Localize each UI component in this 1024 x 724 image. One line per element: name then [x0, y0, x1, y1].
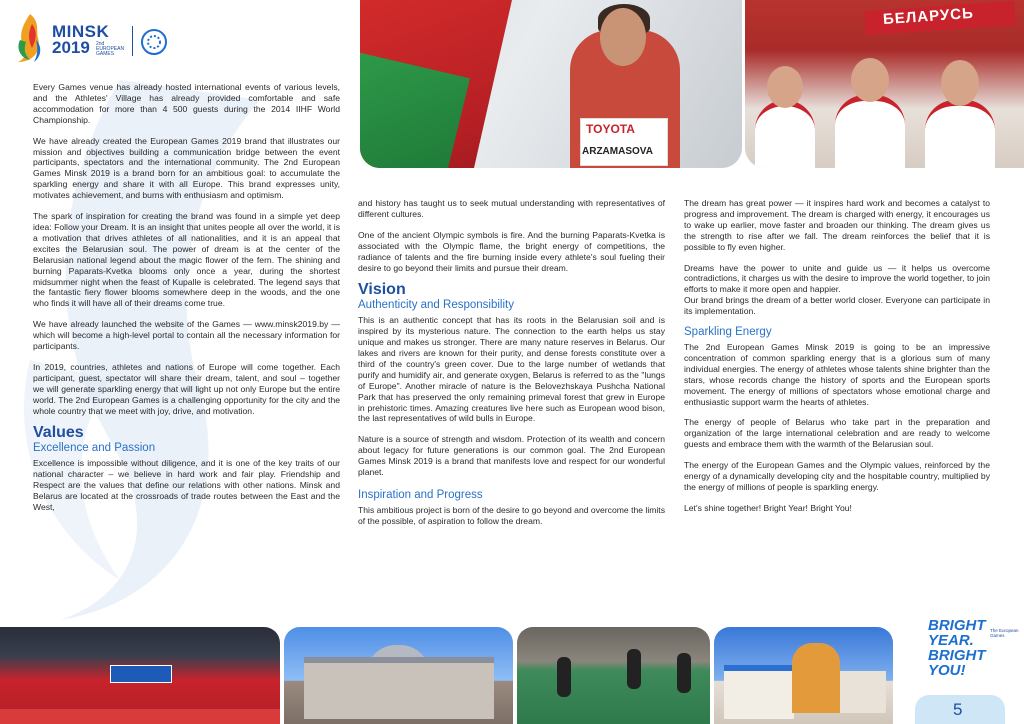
paragraph: and history has taught us to seek mutual understanding with representatives of different cultures. — [358, 198, 665, 219]
page-number-tab — [915, 695, 1005, 724]
paragraph: The dream has great power — it inspires hard work and becomes a catalyst to progress and improvement. The dream is charged with energy, it encourages us to wake up earlier, move faster and broaden our thinking. The dream gives us the strength to rise after we fall. The dream reinforces the belief that it is possible to fly even higher. — [684, 198, 990, 252]
stadium-building-photo — [284, 627, 513, 724]
page-number: 5 — [953, 700, 963, 719]
fan-shirt — [755, 100, 815, 168]
arena-banner — [0, 709, 280, 724]
paragraph: Every Games venue has already hosted international events of various levels, and the Athletes' Village has already provided comfortable and safe accommodation for more than 4 500 guests during the 2014 IIHF World Championship. — [33, 82, 340, 125]
bright-year-logo — [928, 618, 998, 688]
table-tennis-table — [110, 665, 172, 683]
text-column-middle — [358, 198, 665, 537]
paragraph: The spark of inspiration for creating the brand was found in a simple yet deep idea: Follow your Dream. It is an insight that unites people all over the world, it is a motivation that drives athletes of all nationalities, and it is an appeal that excites the Belarusian soul. The power of dream is at the center of the Belarusian national legend about the magic flower of the fern. The shining and burning Paparats-Kvetka blooms only once a year, during the shortest midsummer night when the feast of Kupalle is celebrated. The legend says that the fantastic fiery flower blooms somewhere deep in the woods, and the one who finds it will have all of their dreams come true. — [33, 211, 340, 309]
inspiration-subheading: Inspiration and Progress — [358, 488, 483, 501]
building-left — [724, 665, 794, 719]
vision-heading: Vision — [358, 281, 406, 299]
fan-face — [851, 58, 889, 102]
paragraph: One of the ancient Olympic symbols is fire. And the burning Paparats-Kvetka is associated with the Olympic flame, the bright energy of competitions, the radiance of talents and the fire burning inside every athlete's soul fueling their desire to go beyond their limits and pursue their dream. — [358, 229, 665, 273]
logo-year: 2019 — [52, 38, 90, 57]
building-tower — [792, 643, 840, 713]
bright-line: YOU! — [928, 662, 966, 679]
eoc-emblem-icon — [140, 28, 168, 56]
fans-photo — [745, 0, 1024, 168]
authenticity-subheading: Authenticity and Responsibility — [358, 299, 514, 312]
paragraph: Dreams have the power to unite and guide us — it helps us overcome contradictions, it charges us with the desire to improve the world together, to join efforts to make it more open and happier. — [684, 262, 990, 295]
paragraph: This is an authentic concept that has its roots in the Belarusian soil and is inspired by its mysterious nature. The connection to the earth helps us stay unique and makes us stronger. There are many nature reserves in Belarus. Our lakes and rivers are known for their purity, and dense forests constitute over a third of the country's green cover. Due to the large number of wetlands that purify and humidify air, and generate oxygen, Belarus is referred to as the "lungs of Europe". Another miracle of nature is the Belovezhskaya Pushcha National Park that has preserved the only remaining primeval forest that grew in Europe in prehistoric times. Amazing creatures live here such as European wood bison, the last representatives of wild bulls in Europe. — [358, 315, 665, 424]
paragraph: Let's shine together! Bright Year! Bright You! — [684, 502, 852, 513]
games-flame-icon — [12, 10, 48, 66]
sports-complex-photo — [714, 627, 893, 724]
scarf-text: БЕЛАРУСЬ — [882, 4, 975, 29]
bright-line: YEAR. — [928, 632, 974, 649]
excellence-subheading: Excellence and Passion — [33, 442, 156, 455]
text-column-right — [684, 198, 990, 524]
minsk-2019-logo — [12, 8, 162, 68]
fan-face — [941, 60, 979, 106]
badminton-player — [677, 653, 691, 693]
bib-sponsor: TOYOTA — [586, 122, 635, 136]
athlete-head — [600, 8, 646, 66]
text-column-left — [33, 82, 340, 523]
paragraph: We have already launched the website of the Games — www.minsk2019.by — which will become a high-level portal to contain all the necessary information for participants. — [33, 319, 340, 352]
paragraph: Nature is a source of strength and wisdom. Protection of its wealth and concern about legacy for future generations is our common goal. The 2nd European Games Minsk 2019 is a brand that manifests love and respect for our wonderful planet. — [358, 434, 665, 478]
badminton-player — [557, 657, 571, 697]
paragraph: In 2019, countries, athletes and nations of Europe will come together. Each participant, guest, spectator will share their dream, talent, and soul – together we will generate sparkling energy that will light up not only Europe but the entire world. The 2nd European Games is a challenging opportunity for the city and the whole country that we meet with joy, drive, and motivation. — [33, 361, 340, 416]
logo-subtitle: 2nd EUROPEAN GAMES — [96, 41, 125, 57]
paragraph: Excellence is impossible without diligence, and it is one of the key traits of our national character – we believe in hard work and fair play. Friendship and Respect are the values that define our relations with other nations. Minsk and Belarus are located at the crossroads of trade routes between the East and the West, — [33, 458, 340, 512]
paragraph: The energy of people of Belarus who take part in the preparation and organization of the large international celebration and are ready to welcome guests and embrace them with the warmth of the Belarusian soul. — [684, 417, 990, 450]
bright-line: BRIGHT — [928, 617, 986, 634]
fan-face — [767, 66, 803, 108]
paragraph: This ambitious project is born of the desire to go beyond and overcome the limits of the possible, of aspiration to follow the dream. — [358, 504, 665, 526]
fan-shirt — [925, 100, 995, 168]
bright-line: BRIGHT — [928, 647, 986, 664]
paragraph: We have already created the European Games 2019 brand that illustrates our mission and objectives building a communication bridge between the event participants, spectators and the international community. The 2nd European Games Minsk 2019 is a brand born for an ambitious goal: to accumulate the sparkling energy and share it with all Europe. This brand expresses unity, motivates achievement, and burns with enthusiasm and optimism. — [33, 135, 340, 201]
fan-shirt — [835, 95, 905, 168]
sparkling-subheading: Sparkling Energy — [684, 326, 772, 339]
athlete-with-flag-photo — [360, 0, 742, 168]
values-heading: Values — [33, 424, 84, 442]
building-facade — [304, 657, 494, 719]
bright-tagline: The European Games — [990, 628, 1019, 638]
logo-divider — [132, 26, 133, 56]
paragraph: Our brand brings the dream of a better world closer. Everyone can participate in its implementation. — [684, 295, 990, 317]
bib-name: ARZAMASOVA — [582, 146, 653, 157]
logo-city: MINSK — [52, 22, 110, 41]
paragraph: The 2nd European Games Minsk 2019 is going to be an impressive concentration of common sparkling energy that is a glorious sum of many individual energies. The energy of athletes whose talents shine brighter than the stars, whose records change the history of sports and the European sports movement. The energy of millions of spectators whose emotional charge and enthusiastic support warm the hearts of athletes. — [684, 341, 990, 407]
badminton-player — [627, 649, 641, 689]
table-tennis-arena-photo — [0, 627, 280, 724]
building-right — [840, 671, 886, 713]
badminton-hall-photo — [517, 627, 710, 724]
paragraph: The energy of the European Games and the Olympic values, reinforced by the energy of a dynamically developing city and the hospitable country, multiplied by the energy of millions of people is sparkling energy. — [684, 460, 990, 492]
